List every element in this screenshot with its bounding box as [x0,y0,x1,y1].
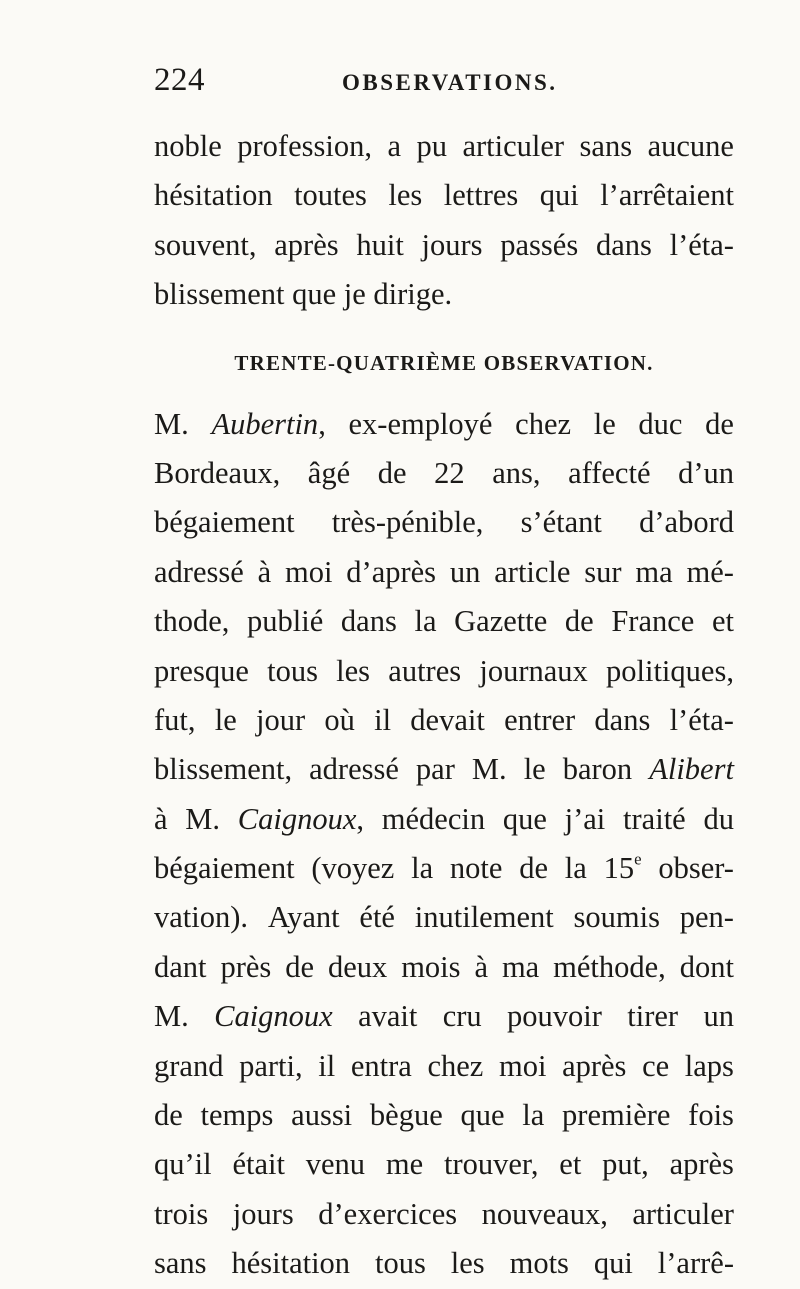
word: de [154,1098,183,1133]
word: thode, [154,604,230,639]
word: tous [375,1246,426,1281]
word: jour [256,702,306,737]
word: première [562,1098,671,1133]
word: noble [154,129,222,163]
word: adressé [154,554,244,589]
text-line [154,548,734,597]
word: de [705,406,734,441]
word: s’étant [520,505,602,540]
word: tirer [627,999,679,1034]
word: ma [635,554,673,589]
word: M. [471,752,507,787]
word: chez [427,1048,484,1083]
text-line [154,844,734,893]
word: d’un [678,455,734,490]
word: souvent, [154,227,257,262]
word: l’arrêtaient [600,178,734,213]
word: pu [416,129,447,163]
word: âgé [307,455,351,490]
word: l’éta- [669,227,734,262]
text-line [154,943,734,992]
word: après [669,1147,734,1182]
word: était [232,1147,285,1182]
word: articuler [632,1196,734,1231]
word: j’ai [564,801,606,836]
word: 22 [434,455,465,490]
word: après [274,227,339,262]
word: médecin [381,801,486,836]
word: dans [595,227,652,262]
word: nouveaux, [481,1196,608,1231]
word: France [611,604,695,639]
text-line [154,597,734,646]
person-name: Alibert [649,752,734,787]
word: adressé [309,752,399,787]
word: à [474,949,488,984]
running-head: OBSERVATIONS. [342,70,558,95]
word: 15 [603,851,635,886]
word: de [285,949,315,984]
word: le [593,406,616,441]
word: laps [684,1048,734,1083]
word: où [324,702,355,737]
word: chez [515,406,572,441]
word-group [238,795,364,844]
word: ans, [492,455,541,490]
word: affecté [568,455,651,490]
word: trouver, [443,1147,539,1182]
section-heading: TRENTE-QUATRIÈME OBSERVATION. [234,350,654,375]
text-line [154,745,734,794]
word: huit [356,227,404,262]
word: traité [623,801,686,836]
word: put, [602,1147,649,1182]
word: dans [594,702,651,737]
word: été [359,900,395,935]
word: il [318,1048,336,1083]
word: la [414,604,437,639]
word: entrer [504,702,576,737]
word: moi [285,554,333,589]
word: entra [350,1048,412,1083]
word: fois [688,1098,734,1133]
word: deux [327,949,388,984]
word: moi [498,1048,547,1083]
word: vation). [154,900,249,935]
word: ma [501,949,540,984]
text-line-last: blissement que je dirige. [154,277,453,312]
text-line [154,1190,734,1239]
word: du [703,801,734,836]
text-line [154,647,734,696]
word: journaux [479,653,588,688]
word: inutilement [414,900,554,935]
word: fut, [154,702,196,737]
word: le [214,702,237,737]
word: trois [154,1196,209,1231]
word: la [564,851,587,886]
word: dant [154,949,207,984]
word: avait [358,999,418,1034]
word: et [559,1147,582,1182]
word: hésitation [231,1246,351,1281]
word: à [257,554,272,589]
word: (voyez [311,851,395,886]
word: autres [388,653,462,688]
page-header [154,62,744,122]
word: dans [340,604,397,639]
word: pen- [679,900,734,935]
word: a [387,129,401,163]
word: pouvoir [507,999,602,1034]
word: article [494,554,571,589]
word: d’exercices [318,1196,458,1231]
word: la [411,851,434,886]
text-line [154,795,734,844]
word: par [415,752,455,787]
word: et [711,604,734,639]
word: devait [410,702,485,737]
word: de [519,851,549,886]
word: Bordeaux, [154,455,281,490]
word: qui [593,1246,633,1281]
word: que [460,1098,505,1133]
word: la [522,1098,545,1133]
word: profession, [237,129,372,163]
word: Ayant [267,900,340,935]
word: aussi [291,1098,353,1133]
word: méthode, [553,949,666,984]
word-group [604,844,642,893]
word: le [523,752,546,787]
word: , [356,801,365,836]
word: , [318,406,326,441]
word: bègue [369,1098,443,1133]
word: d’abord [639,505,734,540]
word: dont [679,949,734,984]
word: les [336,653,371,688]
word: mois [401,949,461,984]
word: parti, [239,1048,303,1083]
word: à [154,801,168,836]
ordinal-superscript: e [634,849,642,869]
word: Gazette [454,604,548,639]
word: après [562,1048,627,1083]
word: publié [247,604,324,639]
word: qui [539,178,579,213]
word: grand [154,1048,224,1083]
text-line [154,122,734,171]
word: temps [200,1098,274,1133]
text-line [154,400,734,449]
word: de [377,455,407,490]
word: cru [442,999,482,1034]
word: un [703,999,734,1034]
word: M. [154,999,189,1034]
word: presque [154,653,249,688]
word-group [211,400,325,449]
text-line [154,498,734,547]
word: baron [562,752,633,787]
word: jours [421,227,483,262]
text-line [154,992,734,1041]
word: obser- [658,851,734,886]
word: note [449,851,503,886]
word: articuler [462,129,565,163]
word: duc [638,406,683,441]
text-line [154,171,734,220]
word: blissement, [154,752,293,787]
word: passés [500,227,579,262]
word: soumis [573,900,660,935]
word: ce [642,1048,670,1083]
word: M. [185,801,221,836]
word: d’après [346,554,437,589]
text-line [154,893,734,942]
text-line [154,1140,734,1189]
word: mots [509,1246,569,1281]
page-number: 224 [154,62,205,98]
person-name: Aubertin [211,406,319,441]
text-line [154,1091,734,1140]
word: M. [154,406,189,441]
word: mé- [686,554,734,589]
word: très-pénible, [331,505,484,540]
word: hésitation [154,178,273,213]
word: bégaiement [154,851,295,886]
word: sans [154,1246,207,1281]
text-line [154,221,734,270]
word: que [502,801,547,836]
word: lettres [443,178,519,213]
word: me [385,1147,424,1182]
page-text [154,122,734,1289]
word: sans [579,129,633,163]
word: ex-employé [348,406,493,441]
word: aucune [647,129,734,163]
word: sur [584,554,622,589]
word: bégaiement [154,505,295,540]
text-line [154,696,734,745]
person-name: Caignoux [237,801,357,836]
word: politiques, [606,653,734,688]
word: il [374,702,392,737]
word: l’éta- [669,702,734,737]
word: jours [232,1196,294,1231]
word: tous [267,653,318,688]
word: qu’il [154,1147,212,1182]
word: un [449,554,481,589]
word: les [388,178,423,213]
word: près [220,949,272,984]
text-line [154,449,734,498]
word: de [564,604,594,639]
text-line [154,1042,734,1091]
word: toutes [294,178,367,213]
person-name: Caignoux [214,999,333,1034]
text-line [154,1239,734,1288]
word: venu [305,1147,366,1182]
word: l’arrê- [657,1246,734,1281]
word: les [450,1246,485,1281]
